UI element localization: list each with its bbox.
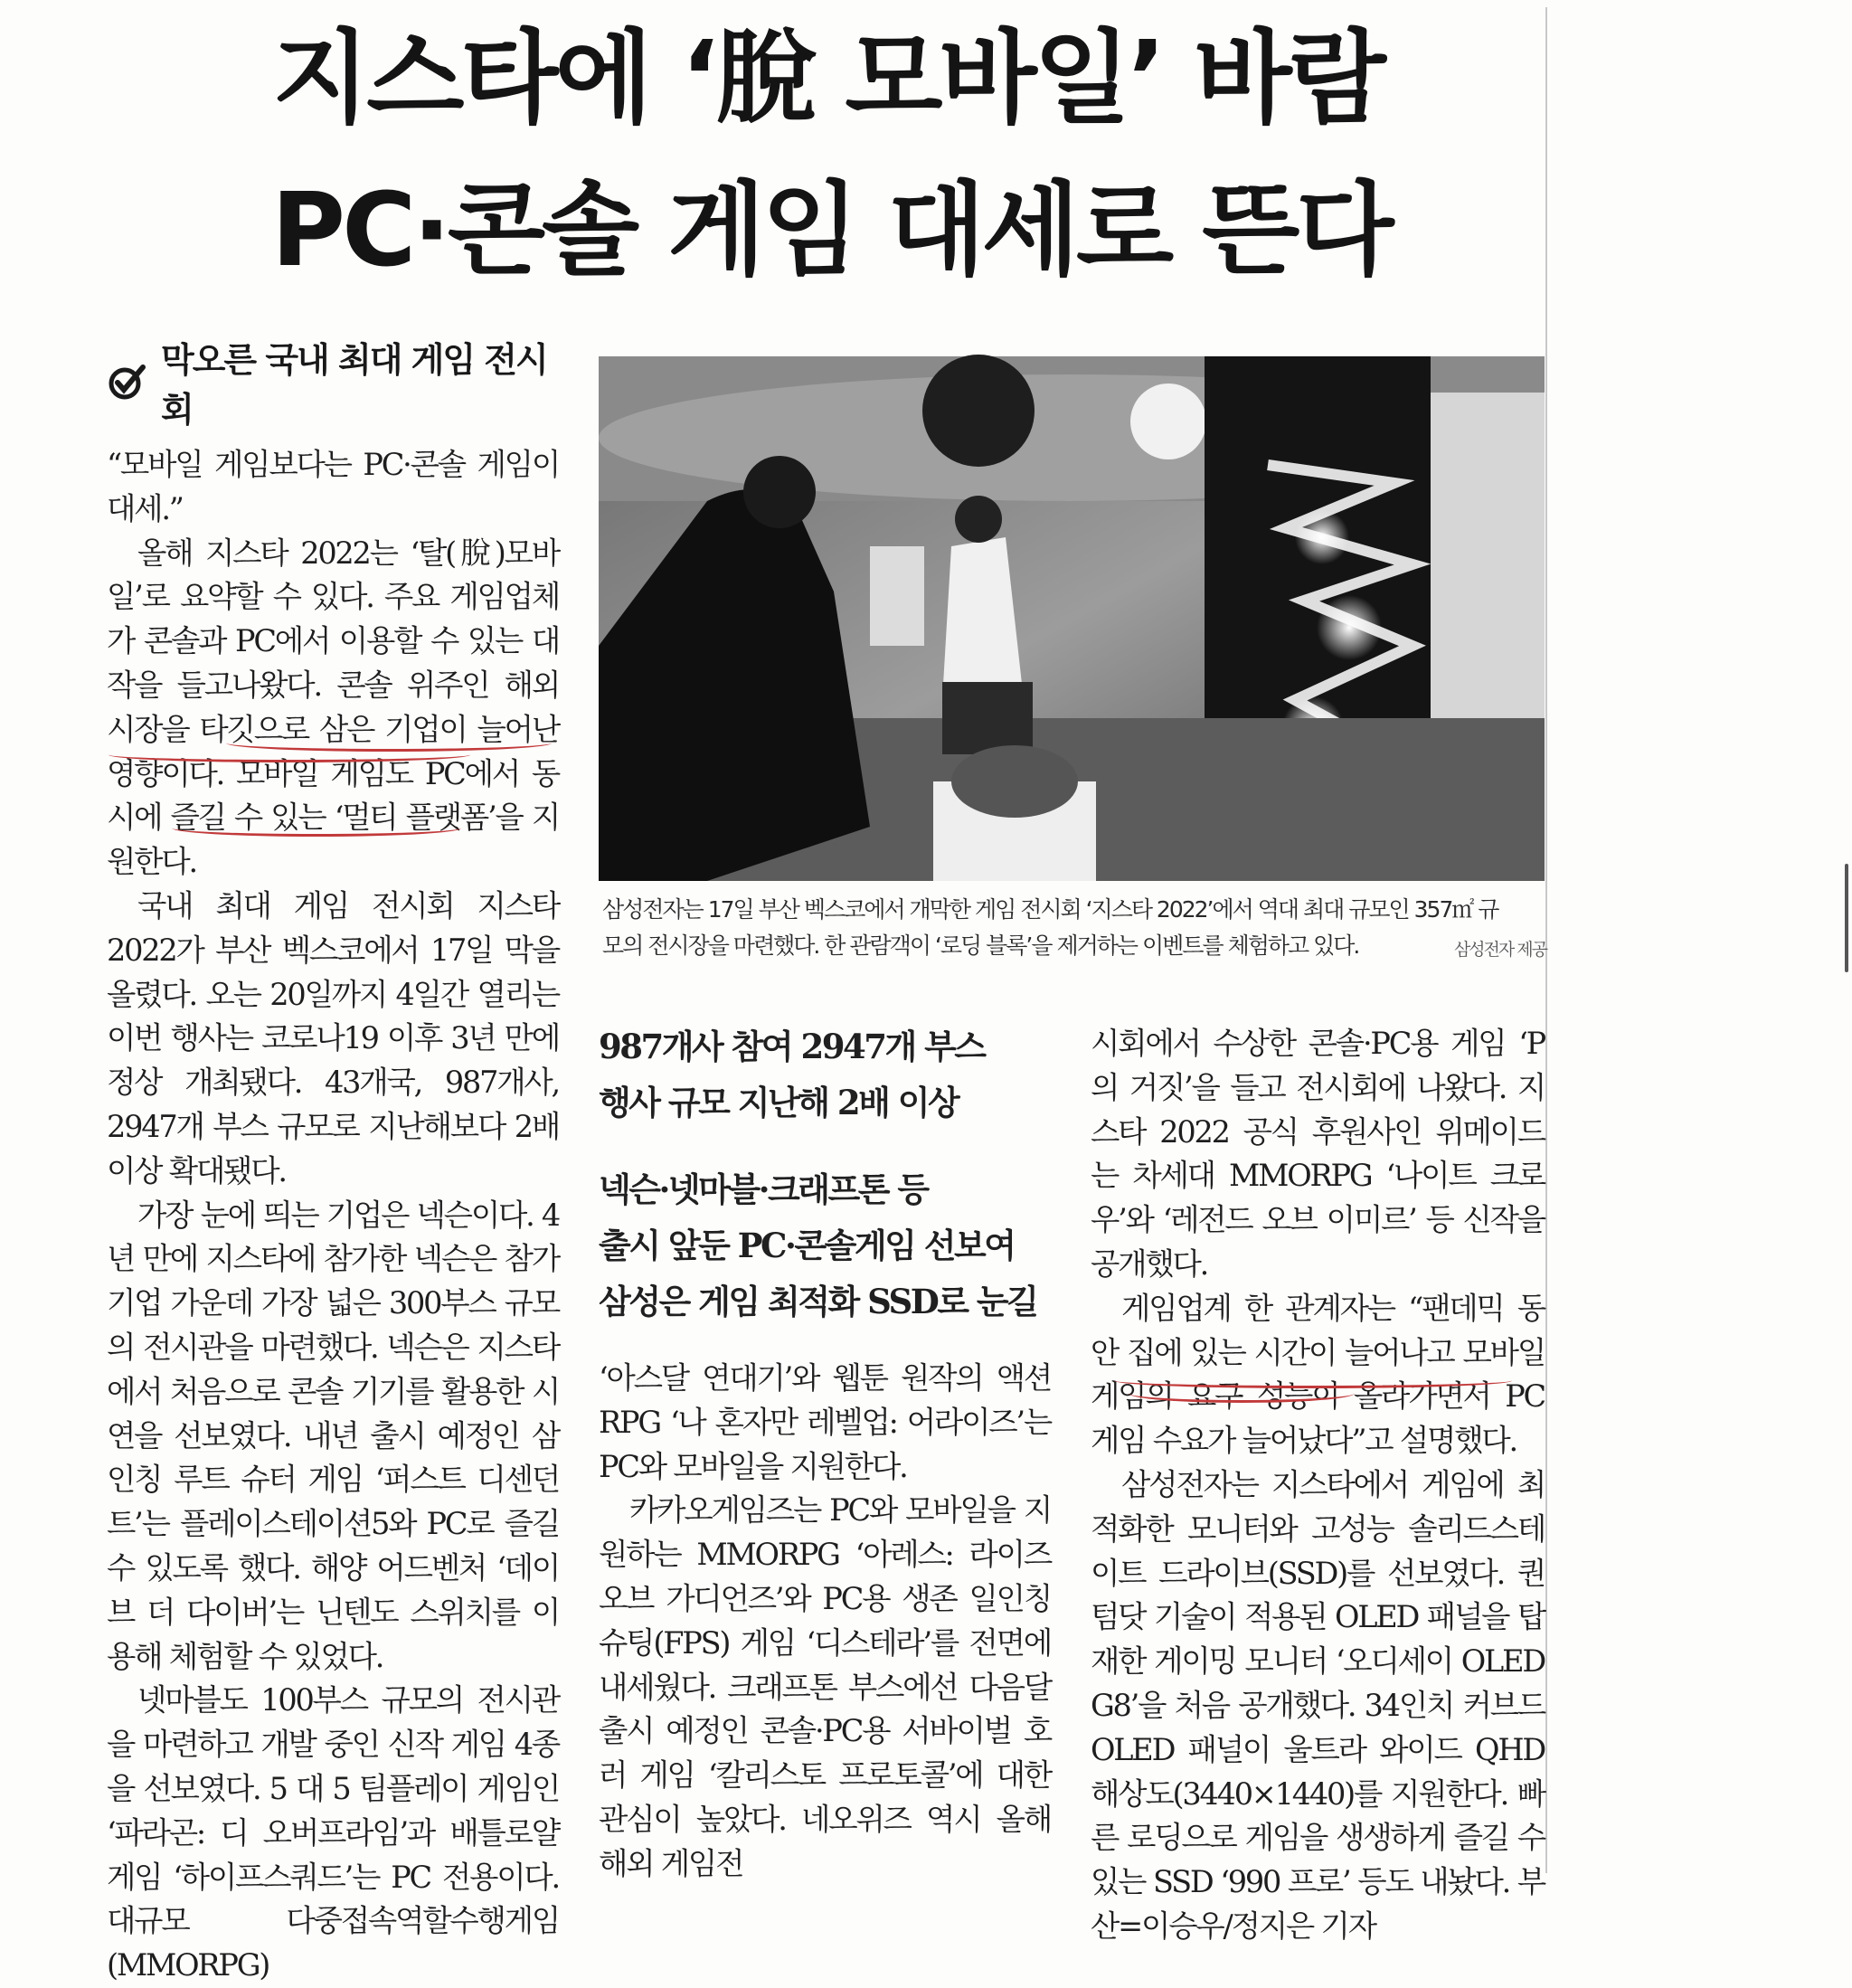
- subheadline-2: 넥슨·넷마블·크래프톤 등 출시 앞둔 PC·콘솔게임 선보여 삼성은 게임 최적화 SSD로 눈길: [599, 1169, 1037, 1321]
- kicker: [107, 340, 559, 430]
- handwritten-underline: [172, 819, 461, 837]
- kicker-text: 막오른 국내 최대 게임 전시회: [161, 340, 547, 430]
- subheadline-1: 987개사 참여 2947개 부스 행사 규모 지난해 2배 이상: [599, 1027, 985, 1122]
- paragraph: 가장 눈에 띄는 기업은 넥슨이다. 4년 만에 지스타에 참가한 넥슨은 참가기업 가운데 가장 넓은 300부스 규모의 전시관을 마련했다. 넥슨은 지스타에서 처음으로 콘솔 기기를 활용한 시연을 선보였다. 내년 출시 예정인 삼인칭 루트 슈터 게임 ‘퍼스트 디센던트’는 플레이스테이션5와 PC로 즐길 수 있도록 했다. 해양 어드벤처 ‘데이브 더 다이버’는 닌텐도 스위치를 이용해 체험할 수 있었다.: [107, 1197, 559, 1674]
- check-circle-icon: [107, 362, 146, 402]
- paragraph: 게임업계 한 관계자는 “팬데믹 동안 집에 있는 시간이 늘어나고 모바일 게임의 요구 성능이 올라가면서 PC 게임 수요가 늘어났다”고 설명했다.: [1091, 1290, 1545, 1459]
- handwritten-underline: [109, 747, 470, 762]
- article-column-3: [1091, 1022, 1545, 1944]
- handwritten-underline: [1129, 1384, 1355, 1403]
- paragraph: 올해 지스타 2022는 ‘탈(脫)모바일’로 요약할 수 있다. 주요 게임업체가 콘솔과 PC에서 이용할 수 있는 대작을 들고나왔다. 콘솔 위주인 해외 시장을 타깃으로 삼은 기업이 늘어난 영향이다. 모바일 게임도 PC에서 동시에 즐길 수 있는 ‘멀티 플랫폼’을 지원한다.: [107, 535, 559, 880]
- paragraph: ‘아스달 연대기’와 웹툰 원작의 액션 RPG ‘나 혼자만 레벨업: 어라이즈’는 PC와 모바일을 지원한다.: [599, 1360, 1051, 1484]
- photo-illustration: [599, 356, 1545, 881]
- article-column-2: [599, 1357, 1051, 1881]
- caption-line: 삼성전자는 17일 부산 벡스코에서 개막한 게임 전시회 ‘지스타 2022’에서 역대 최대 규모인 357㎡ 규: [602, 896, 1498, 923]
- paragraph: 넷마블도 100부스 규모의 전시관을 마련하고 개발 중인 신작 게임 4종을 선보였다. 5 대 5 팀플레이 게임인 ‘파라곤: 디 오버프라임’과 배틀로얄 게임 ‘하이프스쿼드’는 PC 전용이다. 대규모 다중접속역할수행게임(MMORPG): [107, 1682, 559, 1983]
- article-column-1: [107, 443, 559, 1983]
- paragraph: 국내 최대 게임 전시회 지스타 2022가 부산 벡스코에서 17일 막을 올렸다. 오는 20일까지 4일간 열리는 이번 행사는 코로나19 이후 3년 만에 정상 개최됐다. 43개국, 987개사, 2947개 부스 규모로 지난해보다 2배 이상 확대됐다.: [107, 887, 559, 1188]
- scrollbar-thumb[interactable]: [1845, 864, 1848, 972]
- paragraph: “모바일 게임보다는 PC·콘솔 게임이 대세.”: [107, 447, 559, 526]
- headline-line-2: PC·콘솔 게임 대세로 뜬다: [271, 172, 1391, 289]
- paragraph: 시회에서 수상한 콘솔·PC용 게임 ‘P의 거짓’을 들고 전시회에 나왔다. 지스타 2022 공식 후원사인 위메이드는 차세대 MMORPG ‘나이트 크로우’와 ‘레전드 오브 이미르’ 등 신작을 공개했다.: [1091, 1026, 1545, 1282]
- caption-line: 모의 전시장을 마련했다. 한 관람객이 ‘로딩 블록’을 제거하는 이벤트를 체험하고 있다. 삼성전자 제공: [602, 928, 1546, 964]
- paragraph: 카카오게임즈는 PC와 모바일을 지원하는 MMORPG ‘아레스: 라이즈 오브 가디언즈’와 PC용 생존 일인칭 슈팅(FPS) 게임 ‘디스테라’를 전면에 내세웠다. 크래프톤 부스에선 다음달 출시 예정인 콘솔·PC용 서바이벌 호러 게임 ‘칼리스토 프로토콜’에 대한 관심이 높았다. 네오위즈 역시 올해 해외 게임전: [599, 1492, 1051, 1881]
- headline-line-1: 지스타에 ‘脫 모바일’ 바람: [272, 20, 1383, 137]
- article-photo: [599, 356, 1545, 881]
- byline: 부산=이승우/정지은 기자: [1091, 1864, 1545, 1944]
- paragraph: 삼성전자는 지스타에서 게임에 최적화한 모니터와 고성능 솔리드스테이트 드라이브(SSD)를 선보였다. 퀀텀닷 기술이 적용된 OLED 패널을 탑재한 게이밍 모니터 ‘오디세이 OLED G8’을 처음 공개했다. 34인치 커브드 OLED 패널이 울트라 와이드 QHD 해상도(3440×1440)를 지원한다. 빠른 로딩으로 게임을 생생하게 즐길 수 있는 SSD ‘990 프로’ 등도 내놨다. 부산=이승우/정지은 기자: [1091, 1466, 1545, 1944]
- photo-caption: [602, 892, 1546, 968]
- photo-credit: 삼성전자 제공: [1453, 940, 1546, 960]
